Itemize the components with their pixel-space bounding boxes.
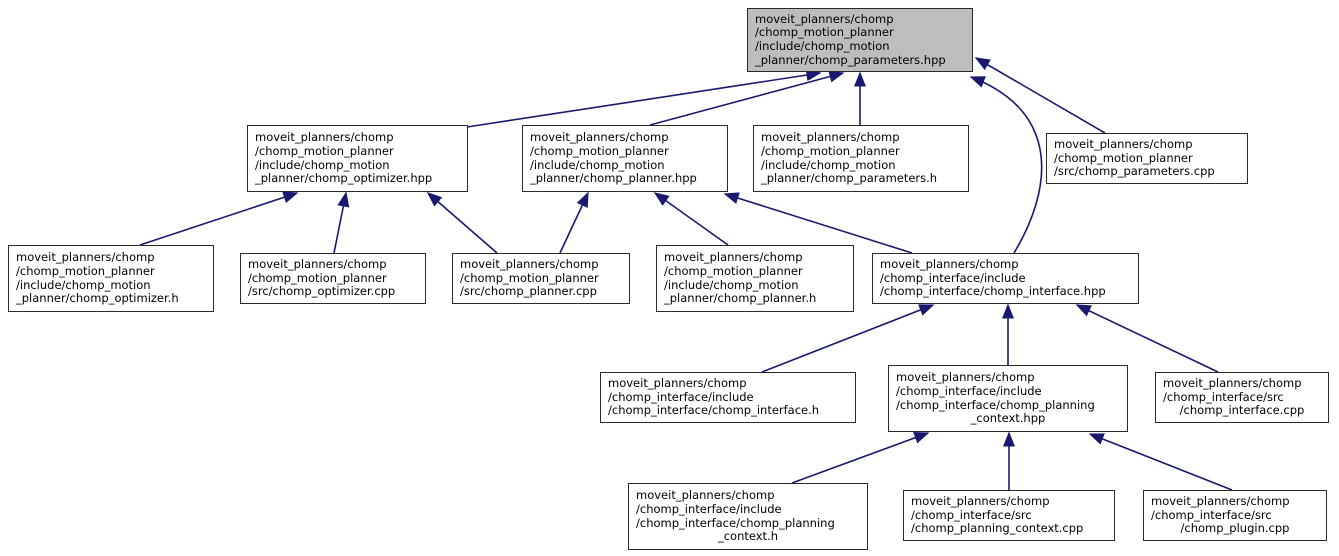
node-label-line: /chomp_motion_planner xyxy=(248,270,387,285)
graph-node-chomp_planner_hpp[interactable] xyxy=(522,125,728,192)
node-label-line: /chomp_interface/include xyxy=(608,389,754,404)
node-label-line: /include/chomp_motion xyxy=(755,39,890,53)
node-label-line: /chomp_motion_planner xyxy=(761,143,900,158)
node-label-line: _context.hpp xyxy=(970,411,1046,426)
node-label-line: /chomp_interface/chomp_planning xyxy=(896,397,1095,412)
node-label-line: /chomp_planning_context.cpp xyxy=(911,521,1084,536)
edge-chomp_optimizer_cpp-to-chomp_optimizer_hpp xyxy=(334,193,346,253)
node-label-line: /chomp_interface/src xyxy=(1163,389,1284,404)
graph-node-chomp_interface_h[interactable] xyxy=(600,372,856,423)
edge-chomp_parameters_cpp-to-chomp_parameters_hpp xyxy=(976,58,1105,133)
node-label-line: moveit_planners/chomp xyxy=(16,250,155,265)
graph-node-chomp_plugin_cpp[interactable] xyxy=(1143,490,1327,541)
node-label-line: /src/chomp_parameters.cpp xyxy=(1054,164,1215,179)
node-label-line: moveit_planners/chomp xyxy=(911,494,1050,509)
node-label-line: moveit_planners/chomp xyxy=(1054,137,1193,152)
graph-node-chomp_optimizer_h[interactable] xyxy=(8,245,214,312)
node-label-line: /chomp_motion_planner xyxy=(755,25,894,40)
node-label-line: moveit_planners/chomp xyxy=(664,250,803,265)
node-label-line: moveit_planners/chomp xyxy=(1163,376,1302,391)
node-label-line: _planner/chomp_optimizer.hpp xyxy=(255,171,433,186)
node-label-line: /chomp_plugin.cpp xyxy=(1180,521,1290,536)
edge-chomp_interface_h-to-chomp_interface_hpp xyxy=(762,305,933,372)
graph-node-chomp_parameters_cpp[interactable] xyxy=(1046,133,1248,184)
edge-chomp_planner_cpp-to-chomp_optimizer_hpp xyxy=(428,193,497,253)
node-label-line: moveit_planners/chomp xyxy=(636,488,775,503)
graph-node-chomp_planner_h[interactable] xyxy=(656,245,854,312)
node-label-line: moveit_planners/chomp xyxy=(460,257,599,272)
graph-node-chomp_optimizer_cpp[interactable] xyxy=(240,253,426,304)
graph-node-chomp_interface_cpp[interactable] xyxy=(1155,372,1329,423)
graph-node-chomp_interface_hpp[interactable] xyxy=(872,253,1139,304)
node-label-line: /chomp_interface/chomp_planning xyxy=(636,515,835,530)
node-label-line: /chomp_motion_planner xyxy=(460,270,599,285)
node-label-line: moveit_planners/chomp xyxy=(1151,494,1290,509)
node-label-line: /chomp_motion_planner xyxy=(664,263,803,278)
node-label-line: moveit_planners/chomp xyxy=(880,257,1019,272)
node-label-line: /chomp_interface/chomp_interface.hpp xyxy=(880,284,1106,299)
graph-node-chomp_planning_context_cpp[interactable] xyxy=(903,490,1115,541)
node-label-line: /chomp_interface/include xyxy=(880,270,1026,285)
node-label-line: moveit_planners/chomp xyxy=(248,257,387,272)
node-label-line: /chomp_interface/chomp_interface.h xyxy=(608,403,820,418)
node-label-line: _planner/chomp_optimizer.h xyxy=(16,291,179,306)
graph-node-chomp_parameters_hpp[interactable] xyxy=(747,8,973,72)
node-label-line: _planner/chomp_parameters.h xyxy=(761,171,938,186)
node-label-line: _planner/chomp_parameters.hpp xyxy=(755,52,946,67)
node-label-line: moveit_planners/chomp xyxy=(530,130,669,145)
node-label-line: /include/chomp_motion xyxy=(530,157,665,172)
edge-chomp_plugin_cpp-to-chomp_planning_context_hpp xyxy=(1090,434,1232,490)
graph-node-chomp_optimizer_hpp[interactable] xyxy=(247,125,468,192)
edge-chomp_optimizer_h-to-chomp_optimizer_hpp xyxy=(140,193,297,245)
edge-chomp_planner_h-to-chomp_planner_hpp xyxy=(655,193,728,245)
node-label-line: moveit_planners/chomp xyxy=(896,370,1035,385)
edge-chomp_interface_hpp-to-chomp_parameters_hpp xyxy=(971,77,1042,253)
node-label-line: /chomp_interface/include xyxy=(636,501,782,516)
node-label-line: /src/chomp_optimizer.cpp xyxy=(248,284,396,299)
node-label-line: moveit_planners/chomp xyxy=(755,11,894,26)
node-label-line: _planner/chomp_planner.h xyxy=(664,291,817,306)
edge-chomp_planner_hpp-to-chomp_parameters_hpp xyxy=(650,73,843,125)
node-label-line: /chomp_motion_planner xyxy=(530,143,669,158)
edge-chomp_planner_cpp-to-chomp_planner_hpp xyxy=(560,193,588,253)
node-label-line: /include/chomp_motion xyxy=(761,157,896,172)
graph-node-chomp_planner_cpp[interactable] xyxy=(452,253,630,304)
node-label-line: /include/chomp_motion xyxy=(664,277,799,292)
node-label-line: /chomp_interface.cpp xyxy=(1179,403,1305,418)
node-label-line: /chomp_interface/src xyxy=(911,507,1032,522)
node-label-line: /chomp_interface/src xyxy=(1151,507,1272,522)
node-label-line: _context.h xyxy=(717,529,779,544)
graph-node-chomp_parameters_h[interactable] xyxy=(753,125,969,192)
node-label-line: _planner/chomp_planner.hpp xyxy=(530,171,697,186)
node-label-line: moveit_planners/chomp xyxy=(255,130,394,145)
node-label-line: /chomp_motion_planner xyxy=(255,143,394,158)
edge-chomp_interface_cpp-to-chomp_interface_hpp xyxy=(1077,305,1218,372)
node-label-line: /src/chomp_planner.cpp xyxy=(460,284,597,299)
node-label-line: /chomp_motion_planner xyxy=(1054,150,1193,165)
node-label-line: /include/chomp_motion xyxy=(255,157,390,172)
node-label-line: moveit_planners/chomp xyxy=(608,376,747,391)
graph-node-chomp_planning_context_h[interactable] xyxy=(628,483,868,550)
node-label-line: /include/chomp_motion xyxy=(16,277,151,292)
node-label-line: /chomp_motion_planner xyxy=(16,263,155,278)
edge-chomp_optimizer_hpp-to-chomp_parameters_hpp xyxy=(467,73,820,127)
node-label-line: moveit_planners/chomp xyxy=(761,130,900,145)
graph-node-chomp_planning_context_hpp[interactable] xyxy=(888,365,1128,432)
node-label-line: /chomp_interface/include xyxy=(896,383,1042,398)
edge-chomp_planning_context_h-to-chomp_planning_context_hpp xyxy=(792,433,928,483)
